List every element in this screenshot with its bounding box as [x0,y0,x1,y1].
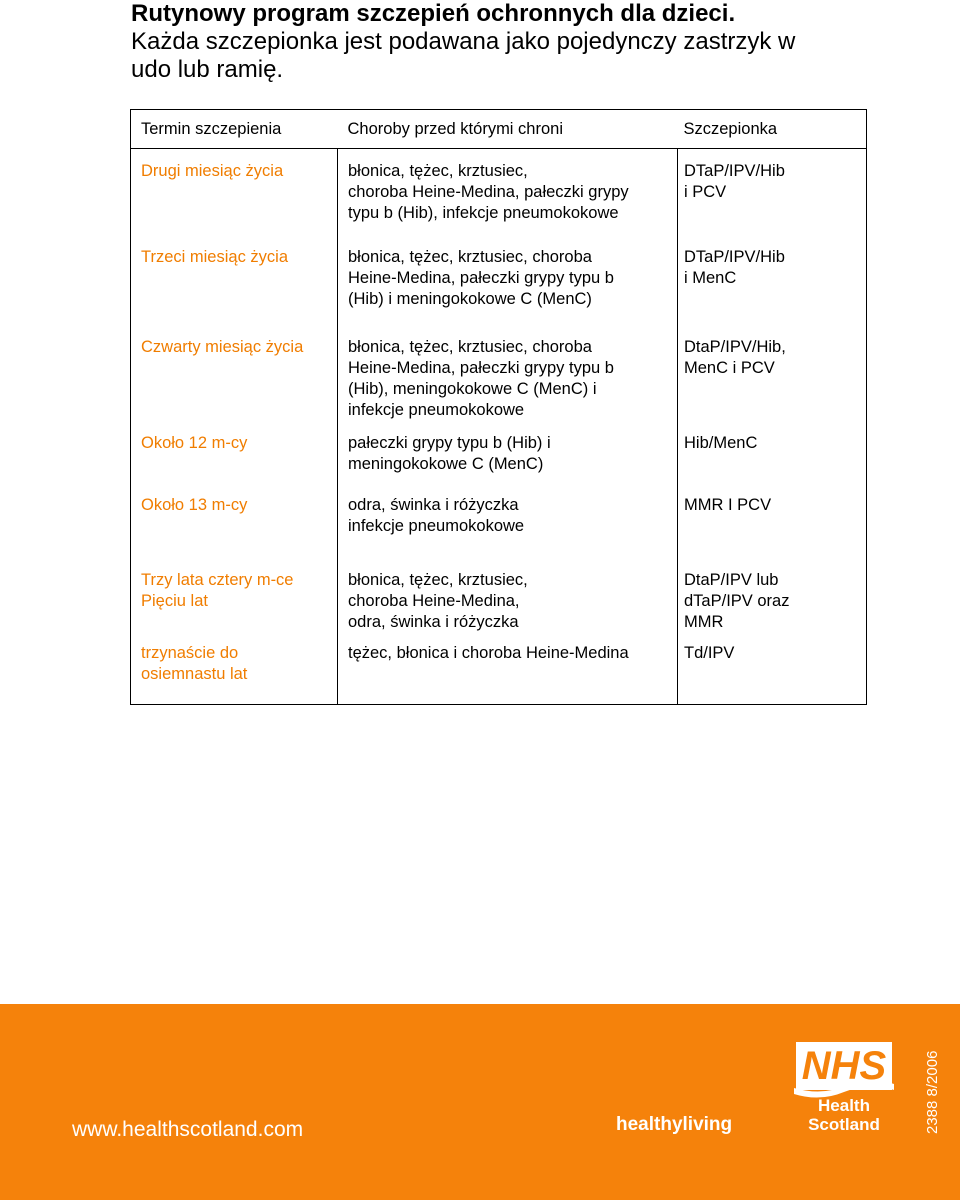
table-body [131,149,867,705]
nhs-health-scotland-logo [792,1038,896,1138]
diseases-cell [338,331,678,427]
schedule-term-cell [131,241,338,331]
diseases-cell-line: Heine-Medina, pałeczki grypy typu b [348,358,614,377]
schedule-term-cell-line: osiemnastu lat [141,664,248,683]
diseases-cell-line: infekcje pneumokokowe [348,516,525,535]
title-line-3: udo lub ramię. [131,56,284,83]
logo-health-scotland-text [792,1096,896,1134]
vaccine-cell-line: Hib/MenC [684,433,758,452]
vaccine-cell-line: i MenC [684,268,737,287]
table-header-row [131,110,867,149]
diseases-cell-line: infekcje pneumokokowe [348,400,525,419]
page-title [131,0,891,84]
diseases-cell [338,637,678,705]
schedule-term-cell-line: Drugi miesiąc życia [141,162,284,180]
vaccine-cell-line: MMR I PCV [684,495,772,514]
vaccine-cell [678,489,867,564]
footer-banner [0,1004,960,1200]
diseases-cell-line: typu b (Hib), infekcje pneumokokowe [348,204,619,222]
schedule-term-cell-line: Czwarty miesiąc życia [141,337,304,356]
vaccine-cell-line: DTaP/IPV/Hib [684,162,785,180]
diseases-cell-line: błonica, tężec, krztusiec, [348,570,528,589]
diseases-cell-line: błonica, tężec, krztusiec, choroba [348,337,592,356]
schedule-term-cell [131,149,338,241]
header-diseases: Choroby przed którymi chroni [338,110,678,149]
vaccine-cell-line: Td/IPV [684,643,735,662]
title-line-1: Rutynowy program szczepień ochronnych dla dzieci. [131,0,736,27]
diseases-cell-line: meningokokowe C (MenC) [348,454,544,473]
diseases-cell [338,564,678,637]
schedule-term-cell [131,427,338,489]
diseases-cell-line: Heine-Medina, pałeczki grypy typu b [348,268,614,287]
vaccine-cell [678,564,867,637]
diseases-cell-line: odra, świnka i różyczka [348,612,519,631]
vaccine-cell-line: i PCV [684,183,727,201]
vaccination-schedule-table [130,109,867,705]
diseases-cell-line: pałeczki grypy typu b (Hib) i [348,433,551,452]
diseases-cell-line: błonica, tężec, krztusiec, choroba [348,247,592,266]
table-row [131,331,867,427]
diseases-cell [338,489,678,564]
schedule-term-cell-line: Trzeci miesiąc życia [141,247,288,266]
vaccine-cell-line: DtaP/IPV lub [684,570,779,589]
schedule-term-cell-line: Trzy lata cztery m-ce [141,570,294,589]
diseases-cell-line: błonica, tężec, krztusiec, [348,162,528,180]
table-row [131,564,867,637]
diseases-cell [338,241,678,331]
diseases-cell [338,427,678,489]
vaccine-cell-line: dTaP/IPV oraz [684,591,790,610]
nhs-logo-text: NHS [801,1044,887,1088]
table-row [131,637,867,705]
table-row [131,241,867,331]
header-term: Termin szczepienia [131,110,338,149]
schedule-term-cell-line: Około 13 m-cy [141,495,248,514]
diseases-cell-line: (Hib), meningokokowe C (MenC) i [348,379,597,398]
schedule-term-cell-line: Pięciu lat [141,591,208,610]
logo-line-health: Health [818,1096,870,1115]
header-vaccine: Szczepionka [678,110,867,149]
vaccine-cell [678,149,867,241]
diseases-cell [338,149,678,241]
document-code: 2388 8/2006 [924,1050,941,1134]
diseases-cell-line: choroba Heine-Medina, pałeczki grypy [348,183,629,201]
vaccine-cell-line: MMR [684,612,724,631]
diseases-cell-line: odra, świnka i różyczka [348,495,519,514]
vaccine-cell [678,241,867,331]
diseases-cell-line: (Hib) i meningokokowe C (MenC) [348,289,592,308]
schedule-term-cell-line: trzynaście do [141,643,239,662]
vaccine-cell [678,331,867,427]
schedule-term-cell [131,489,338,564]
diseases-cell-line: choroba Heine-Medina, [348,591,520,610]
table-row [131,427,867,489]
vaccine-cell-line: MenC i PCV [684,358,775,377]
schedule-term-cell [131,564,338,637]
healthyliving-tagline: healthyliving [616,1114,733,1135]
logo-line-scotland: Scotland [808,1115,880,1134]
vaccine-cell [678,637,867,705]
table-row [131,489,867,564]
vaccine-cell-line: DTaP/IPV/Hib [684,247,785,266]
schedule-term-cell [131,637,338,705]
schedule-term-cell [131,331,338,427]
vaccine-cell-line: DtaP/IPV/Hib, [684,337,786,356]
schedule-term-cell-line: Około 12 m-cy [141,433,248,452]
diseases-cell-line: tężec, błonica i choroba Heine-Medina [348,643,629,662]
website-link[interactable]: www.healthscotland.com [72,1118,304,1141]
table-row [131,149,867,241]
title-line-2: Każda szczepionka jest podawana jako pojedynczy zastrzyk w [131,28,796,55]
vaccine-cell [678,427,867,489]
